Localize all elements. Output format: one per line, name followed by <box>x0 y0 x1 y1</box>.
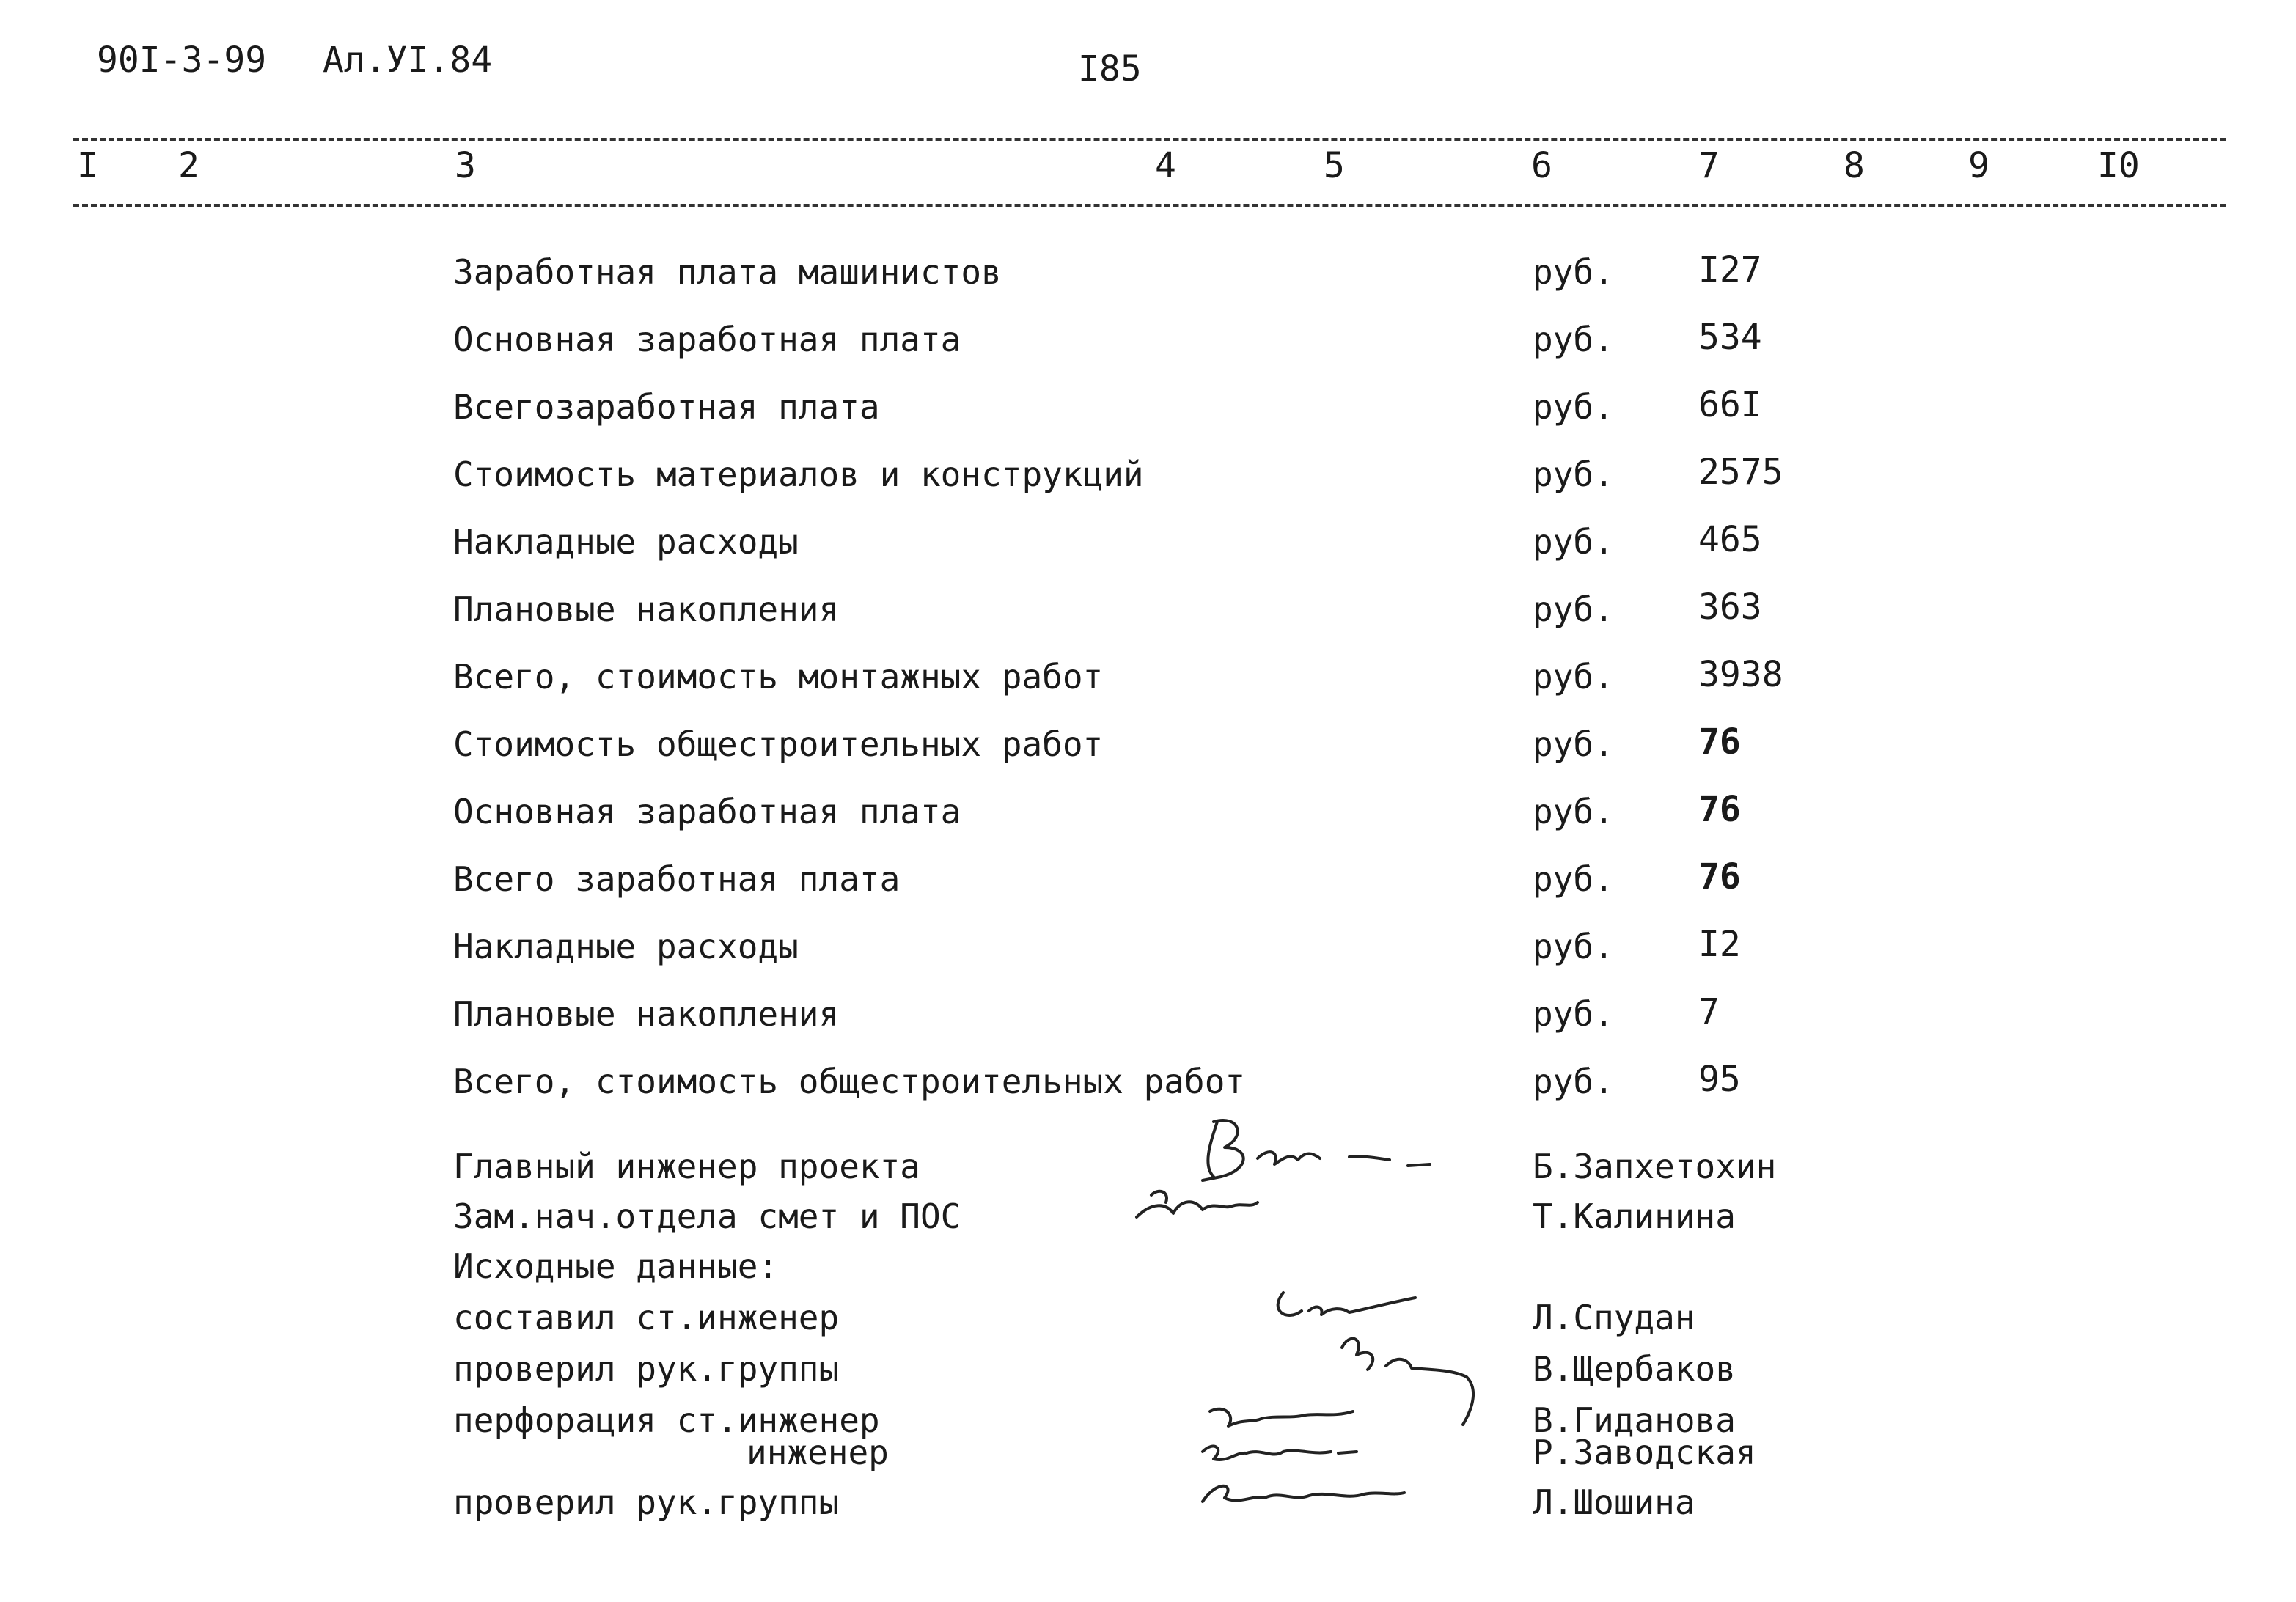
signature-name-compiler: Л.Спудан <box>1533 1298 1695 1337</box>
handwritten-signature-deputy <box>1129 1180 1291 1224</box>
row-value: I27 <box>1698 249 1762 290</box>
row-label: Основная заработная плата <box>453 792 961 831</box>
handwritten-signature-group-checker <box>1192 1472 1412 1516</box>
row-value: 66I <box>1698 384 1762 425</box>
row-label: Всего, стоимость монтажных работ <box>453 657 1104 697</box>
handwritten-signature-chief <box>1188 1107 1437 1188</box>
row-label: Накладные расходы <box>453 522 799 562</box>
signature-role-perforation: перфорация ст.инженер <box>453 1400 880 1440</box>
row-label: Плановые накопления <box>453 589 840 629</box>
row-value: 363 <box>1698 587 1762 628</box>
row-value: 76 <box>1698 856 1741 897</box>
signature-role-deputy-head: Зам.нач.отдела смет и ПОС <box>453 1197 961 1236</box>
row-value: 76 <box>1698 789 1741 830</box>
row-unit: руб. <box>1533 724 1614 764</box>
row-label: Накладные расходы <box>453 927 799 966</box>
row-label: Плановые накопления <box>453 994 840 1034</box>
signature-name-checker: В.Щербаков <box>1533 1349 1736 1389</box>
signature-role-group-checker: проверил рук.группы <box>453 1482 840 1522</box>
row-unit: руб. <box>1533 1062 1614 1101</box>
handwritten-signature-compiler <box>1269 1282 1430 1326</box>
row-label: Стоимость общестроительных работ <box>453 724 1104 764</box>
signature-role-engineer: инженер <box>747 1433 889 1472</box>
source-data-heading: Исходные данные: <box>453 1246 779 1286</box>
column-number-4: 4 <box>1155 145 1176 186</box>
row-label: Стоимость материалов и конструкций <box>453 455 1144 494</box>
signature-role-chief-engineer: Главный инженер проекта <box>453 1147 920 1186</box>
column-number-2: 2 <box>178 145 199 186</box>
row-unit: руб. <box>1533 455 1614 494</box>
row-label: Основная заработная плата <box>453 320 961 359</box>
row-value: I2 <box>1698 924 1741 965</box>
column-number-3: 3 <box>455 145 476 186</box>
row-label: Всего заработная плата <box>453 859 901 899</box>
column-number-6: 6 <box>1531 145 1552 186</box>
row-unit: руб. <box>1533 927 1614 966</box>
row-value: 2575 <box>1698 452 1783 493</box>
signature-name-engineer: Р.Заводская <box>1533 1433 1756 1472</box>
column-number-10: I0 <box>2097 145 2140 186</box>
column-number-7: 7 <box>1698 145 1720 186</box>
header-bottom-rule <box>73 204 2226 207</box>
row-unit: руб. <box>1533 994 1614 1034</box>
column-number-8: 8 <box>1844 145 1865 186</box>
signature-name-group-checker: Л.Шошина <box>1533 1482 1695 1522</box>
album-code: Ал.УI.84 <box>323 40 493 81</box>
column-number-9: 9 <box>1968 145 1989 186</box>
row-unit: руб. <box>1533 859 1614 899</box>
signature-role-compiler: составил ст.инженер <box>453 1298 840 1337</box>
row-unit: руб. <box>1533 792 1614 831</box>
header-top-rule <box>73 138 2226 141</box>
row-unit: руб. <box>1533 522 1614 562</box>
handwritten-signature-engineer <box>1192 1430 1368 1474</box>
row-label: Всегозаработная плата <box>453 387 880 427</box>
signature-role-checker: проверил рук.группы <box>453 1349 840 1389</box>
row-label: Всего, стоимость общестроительных работ <box>453 1062 1246 1101</box>
row-unit: руб. <box>1533 320 1614 359</box>
row-unit: руб. <box>1533 387 1614 427</box>
signature-name-deputy-head: Т.Калинина <box>1533 1197 1736 1236</box>
signature-name-chief-engineer: Б.Запхетохин <box>1533 1147 1777 1186</box>
row-value: 465 <box>1698 519 1762 560</box>
row-value: 534 <box>1698 317 1762 358</box>
row-unit: руб. <box>1533 589 1614 629</box>
row-value: 95 <box>1698 1059 1741 1100</box>
column-number-1: I <box>77 145 98 186</box>
row-unit: руб. <box>1533 657 1614 697</box>
row-value: 3938 <box>1698 654 1783 695</box>
signature-name-perforation: В.Гиданова <box>1533 1400 1736 1440</box>
row-value: 76 <box>1698 721 1741 763</box>
row-value: 7 <box>1698 991 1720 1032</box>
document-code: 90I-3-99 <box>97 40 267 81</box>
column-number-5: 5 <box>1324 145 1345 186</box>
page-number: I85 <box>1078 48 1142 89</box>
row-label: Заработная плата машинистов <box>453 252 1002 292</box>
row-unit: руб. <box>1533 252 1614 292</box>
